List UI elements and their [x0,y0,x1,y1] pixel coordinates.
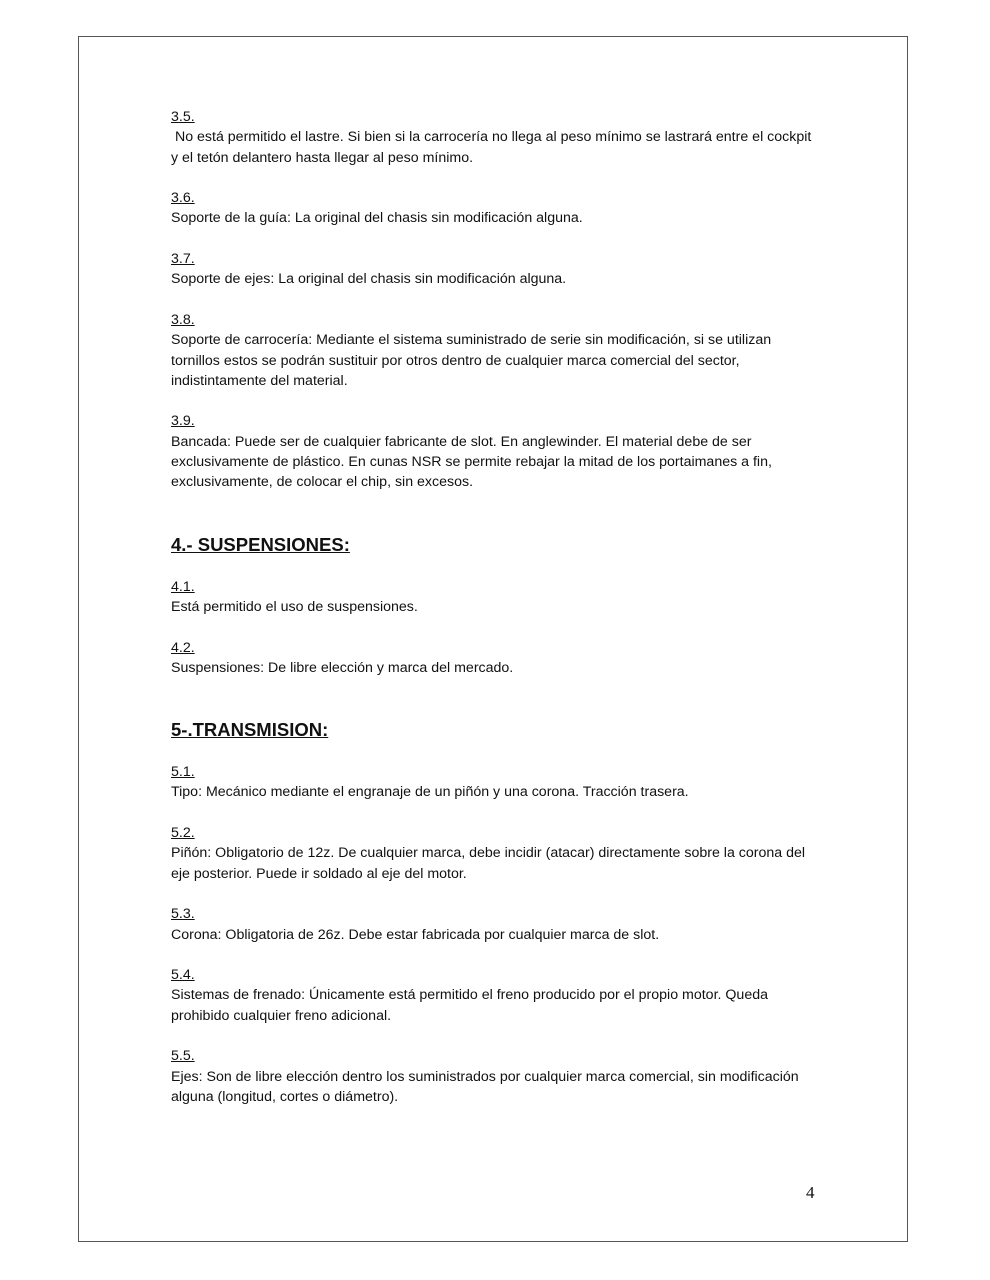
clause-text: Soporte de ejes: La original del chasis sin modificación alguna. [171,271,567,288]
clause-text: Soporte de la guía: La original del chasis sin modificación alguna. [171,210,583,227]
clause-number: 4.2. [171,639,195,656]
clause-text: Suspensiones: De libre elección y marca del mercado. [171,659,514,676]
clause-text: Soporte de carrocería: Mediante el sistema suministrado de serie sin modificación, si se utilizan tornillos estos se podrán sustituir por otros dentro de cualquier marca comercial del sector, indistintamente del material. [171,332,772,389]
clause-number: 5.1. [171,764,195,781]
clause-number: 3.8. [171,311,195,328]
clause-text: Ejes: Son de libre elección dentro los suministrados por cualquier marca comercial, sin modificación alguna (longitud, cortes o diámetro). [171,1068,799,1105]
clause-3-8 [171,310,821,391]
clause-5-4 [171,965,821,1026]
clause-number: 3.5. [171,109,195,125]
clause-text: Sistemas de frenado: Únicamente está permitido el freno producido por el propio motor. Queda prohibido cualquier freno adicional. [171,987,768,1024]
clause-3-5 [171,107,821,168]
clause-text: Piñón: Obligatorio de 12z. De cualquier marca, debe incidir (atacar) directamente sobre la corona del eje posterior. Puede ir soldado al eje del motor. [171,845,806,882]
clause-4-2 [171,638,821,679]
clause-text: Está permitido el uso de suspensiones. [171,598,418,615]
clause-number: 5.2. [171,825,195,842]
clause-number: 3.6. [171,190,195,207]
clause-5-5 [171,1046,821,1107]
clause-3-7 [171,249,821,290]
clause-number: 5.5. [171,1048,195,1065]
section-heading-suspensiones: 4.- SUSPENSIONES: [171,533,350,555]
clause-text: Tipo: Mecánico mediante el engranaje de un piñón y una corona. Tracción trasera. [171,784,689,801]
page-number: 4 [806,1183,815,1202]
clause-text: No está permitido el lastre. Si bien si la carrocería no llega al peso mínimo se lastrará entre el cockpit y el tetón delantero hasta llegar al peso mínimo. [171,129,816,166]
clause-5-1 [171,762,821,803]
clause-number: 5.4. [171,967,195,984]
clause-number: 3.9. [171,413,195,430]
clause-5-2 [171,823,821,884]
clause-3-9 [171,411,821,492]
clause-5-3 [171,904,821,945]
clause-number: 3.7. [171,251,195,268]
clause-number: 5.3. [171,906,195,923]
clause-text: Bancada: Puede ser de cualquier fabricante de slot. En anglewinder. El material debe de ser exclusivamente de plástico. En cunas NSR se permite rebajar la mitad de los portaimanes a fin, exclusivamente, de colocar el chip, sin excesos. [171,433,772,491]
clause-text: Corona: Obligatoria de 26z. Debe estar fabricada por cualquier marca de slot. [171,926,660,943]
document-body [171,107,821,1127]
clause-3-6 [171,188,821,229]
section-heading-transmision: 5-.TRANSMISION: [171,719,329,741]
clause-4-1 [171,577,821,618]
clause-number: 4.1. [171,578,195,595]
